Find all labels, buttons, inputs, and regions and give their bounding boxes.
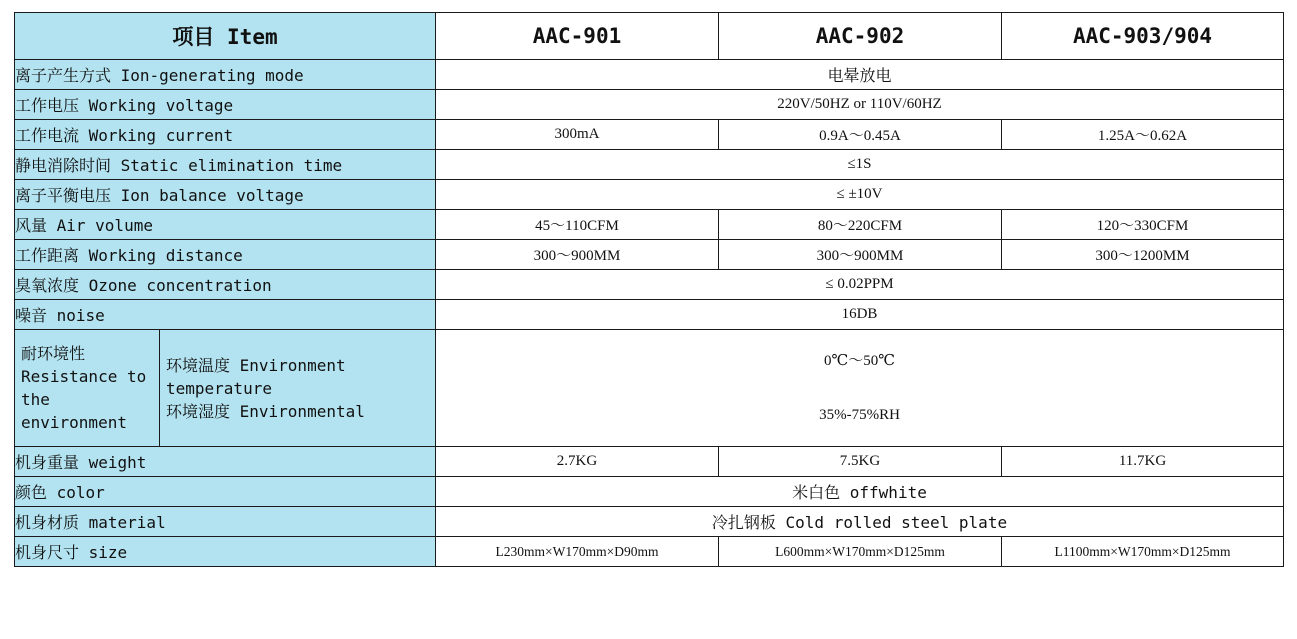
table-row — [15, 240, 1284, 270]
row-value-voltage: 220V/50HZ or 110V/60HZ — [436, 90, 1284, 120]
row-label-air: 风量 Air volume — [15, 210, 436, 240]
row-label-environment: 耐环境性 Resistance to the environment — [15, 330, 160, 447]
cell-size-901: L230mm×W170mm×D90mm — [436, 537, 719, 567]
cell-current-901: 300mA — [436, 120, 719, 150]
row-value-ozone: ≤ 0.02PPM — [436, 270, 1284, 300]
table-row — [15, 537, 1284, 567]
cell-air-902: 80～220CFM — [719, 210, 1002, 240]
row-value-material: 冷扎钢板 Cold rolled steel plate — [436, 507, 1284, 537]
table-row — [15, 270, 1284, 300]
row-label-material: 机身材质 material — [15, 507, 436, 537]
cell-distance-902: 300～900MM — [719, 240, 1002, 270]
cell-air-903: 120～330CFM — [1002, 210, 1284, 240]
table-row — [15, 90, 1284, 120]
header-model-903-904: AAC-903/904 — [1002, 13, 1284, 60]
table-row — [15, 150, 1284, 180]
row-label-balance: 离子平衡电压 Ion balance voltage — [15, 180, 436, 210]
row-value-elimination: ≤1S — [436, 150, 1284, 180]
cell-distance-901: 300～900MM — [436, 240, 719, 270]
row-label-ozone: 臭氧浓度 Ozone concentration — [15, 270, 436, 300]
value-humidity: 35%-75%RH — [819, 407, 900, 423]
cell-current-903: 1.25A～0.62A — [1002, 120, 1284, 150]
value-temperature: 0℃～50℃ — [823, 353, 896, 369]
row-label-size: 机身尺寸 size — [15, 537, 436, 567]
sublabel-humidity: 环境湿度 Environmental — [166, 401, 365, 421]
row-label-noise: 噪音 noise — [15, 300, 436, 330]
sublabel-temperature: 环境温度 Environment temperature — [166, 355, 346, 398]
cell-size-902: L600mm×W170mm×D125mm — [719, 537, 1002, 567]
header-row — [15, 13, 1284, 60]
row-label-elimination: 静电消除时间 Static elimination time — [15, 150, 436, 180]
row-value-balance: ≤ ±10V — [436, 180, 1284, 210]
cell-weight-903: 11.7KG — [1002, 447, 1284, 477]
row-label-ion-mode: 离子产生方式 Ion-generating mode — [15, 60, 436, 90]
header-model-901: AAC-901 — [436, 13, 719, 60]
table-row — [15, 210, 1284, 240]
cell-distance-903: 300～1200MM — [1002, 240, 1284, 270]
cell-weight-901: 2.7KG — [436, 447, 719, 477]
row-label-current: 工作电流 Working current — [15, 120, 436, 150]
row-value-ion-mode: 电晕放电 — [436, 60, 1284, 90]
table-row — [15, 180, 1284, 210]
table-row — [15, 447, 1284, 477]
row-label-distance: 工作距离 Working distance — [15, 240, 436, 270]
header-model-902: AAC-902 — [719, 13, 1002, 60]
row-value-color: 米白色 offwhite — [436, 477, 1284, 507]
table-row — [15, 60, 1284, 90]
row-value-noise: 16DB — [436, 300, 1284, 330]
table-row — [15, 120, 1284, 150]
row-label-voltage: 工作电压 Working voltage — [15, 90, 436, 120]
cell-air-901: 45～110CFM — [436, 210, 719, 240]
cell-size-903: L1100mm×W170mm×D125mm — [1002, 537, 1284, 567]
row-label-color: 颜色 color — [15, 477, 436, 507]
table-row-environment — [15, 330, 1284, 447]
header-item: 项目 Item — [15, 13, 436, 60]
cell-weight-902: 7.5KG — [719, 447, 1002, 477]
row-label-weight: 机身重量 weight — [15, 447, 436, 477]
table-row — [15, 300, 1284, 330]
table-row — [15, 477, 1284, 507]
table-row — [15, 507, 1284, 537]
spec-table — [14, 12, 1284, 567]
cell-current-902: 0.9A～0.45A — [719, 120, 1002, 150]
row-sublabels-environment — [160, 330, 436, 447]
row-value-environment — [436, 330, 1284, 447]
